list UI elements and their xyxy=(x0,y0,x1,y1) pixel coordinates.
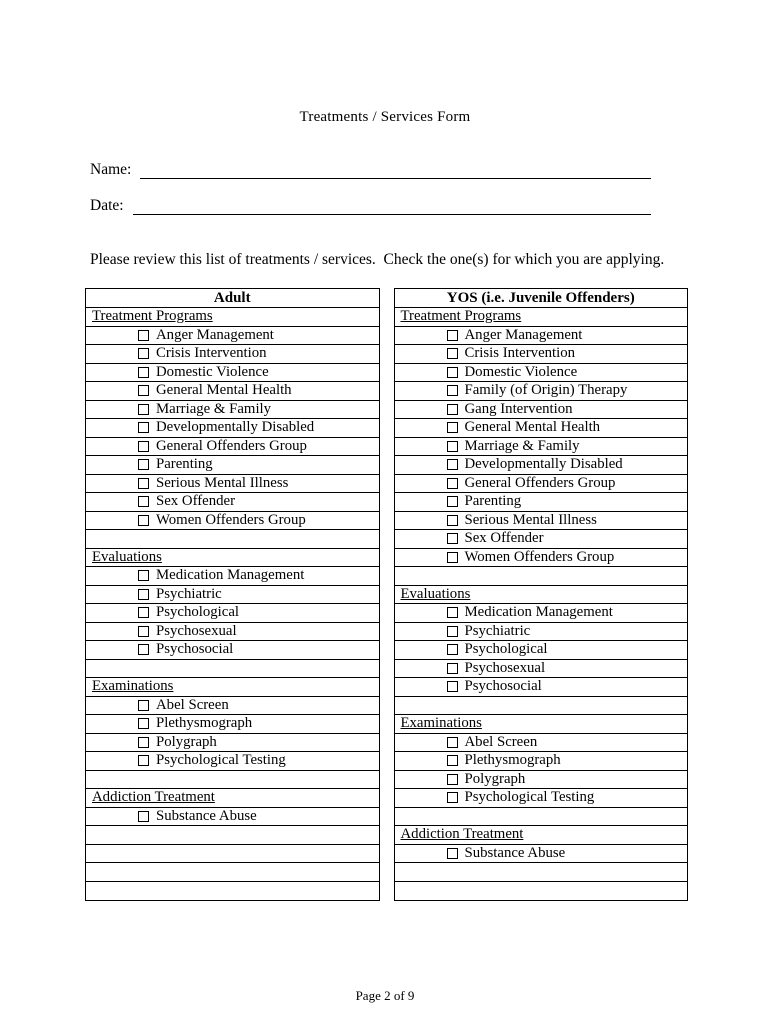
checkbox-label: General Mental Health xyxy=(464,419,601,436)
checkbox-row[interactable] xyxy=(86,456,379,475)
checkbox-label: Psychosexual xyxy=(156,622,237,639)
checkbox-label: General Offenders Group xyxy=(464,474,616,491)
checkbox-label: Plethysmograph xyxy=(464,752,561,769)
empty-row xyxy=(86,660,379,679)
checkbox-row[interactable] xyxy=(395,419,688,438)
checkbox-icon[interactable] xyxy=(447,681,458,692)
section-row xyxy=(395,826,688,845)
empty-row xyxy=(86,826,379,845)
checkbox-icon[interactable] xyxy=(138,718,149,729)
section-label: Treatment Programs xyxy=(400,308,522,325)
checkbox-label: Psychological Testing xyxy=(464,789,595,806)
checkbox-label: Medication Management xyxy=(464,604,613,621)
checkbox-label: Anger Management xyxy=(464,326,583,343)
checkbox-icon[interactable] xyxy=(447,478,458,489)
checkbox-label: Serious Mental Illness xyxy=(156,474,289,491)
checkbox-icon[interactable] xyxy=(447,848,458,859)
checkbox-row[interactable] xyxy=(86,438,379,457)
checkbox-row[interactable] xyxy=(395,327,688,346)
section-label: Evaluations xyxy=(400,585,471,602)
empty-row xyxy=(395,697,688,716)
checkbox-icon[interactable] xyxy=(138,330,149,341)
checkbox-row[interactable] xyxy=(86,752,379,771)
checkbox-label: Developmentally Disabled xyxy=(156,419,315,436)
checkbox-row[interactable] xyxy=(395,752,688,771)
checkbox-icon[interactable] xyxy=(447,441,458,452)
checkbox-label: Family (of Origin) Therapy xyxy=(464,382,628,399)
checkbox-row[interactable] xyxy=(86,567,379,586)
checkbox-row[interactable] xyxy=(86,382,379,401)
column-adult xyxy=(85,288,380,901)
checkbox-icon[interactable] xyxy=(138,385,149,396)
checkbox-label: Psychiatric xyxy=(156,585,222,602)
checkbox-row[interactable] xyxy=(395,660,688,679)
checkbox-label: Psychiatric xyxy=(464,622,531,639)
empty-row xyxy=(395,808,688,827)
checkbox-label: Psychological xyxy=(156,604,240,621)
checkbox-row[interactable] xyxy=(395,623,688,642)
checkbox-row[interactable] xyxy=(86,475,379,494)
checkbox-label: Crisis Intervention xyxy=(156,345,267,362)
checkbox-label: Psychological Testing xyxy=(156,752,286,769)
section-row xyxy=(86,549,379,568)
checkbox-icon[interactable] xyxy=(138,755,149,766)
checkbox-icon[interactable] xyxy=(447,348,458,359)
section-row xyxy=(395,715,688,734)
checkbox-icon[interactable] xyxy=(138,404,149,415)
checkbox-row[interactable] xyxy=(395,845,688,864)
section-row xyxy=(86,308,379,327)
checkbox-icon[interactable] xyxy=(447,663,458,674)
checkbox-label: Parenting xyxy=(156,456,213,473)
checkbox-label: Substance Abuse xyxy=(464,844,566,861)
checkbox-icon[interactable] xyxy=(447,626,458,637)
checkbox-row[interactable] xyxy=(86,715,379,734)
checkbox-row[interactable] xyxy=(395,678,688,697)
date-field-row xyxy=(90,196,651,215)
empty-row xyxy=(86,845,379,864)
checkbox-label: Anger Management xyxy=(156,326,274,343)
column-header: Adult xyxy=(86,289,379,308)
checkbox-row[interactable] xyxy=(86,734,379,753)
empty-row xyxy=(395,863,688,882)
empty-row xyxy=(395,567,688,586)
checkbox-icon[interactable] xyxy=(447,404,458,415)
checkbox-row[interactable] xyxy=(395,641,688,660)
checkbox-icon[interactable] xyxy=(138,570,149,581)
checkbox-icon[interactable] xyxy=(447,607,458,618)
checkbox-label: Plethysmograph xyxy=(156,715,253,732)
checkbox-label: Domestic Violence xyxy=(156,363,269,380)
checkbox-label: Women Offenders Group xyxy=(156,511,306,528)
checkbox-row[interactable] xyxy=(86,697,379,716)
checkbox-icon[interactable] xyxy=(447,552,458,563)
checkbox-label: General Offenders Group xyxy=(156,437,307,454)
checkbox-icon[interactable] xyxy=(138,348,149,359)
checkbox-icon[interactable] xyxy=(138,607,149,618)
checkbox-icon[interactable] xyxy=(138,811,149,822)
checkbox-row[interactable] xyxy=(395,530,688,549)
checkbox-label: Abel Screen xyxy=(156,696,229,713)
checkbox-icon[interactable] xyxy=(447,737,458,748)
empty-row xyxy=(86,863,379,882)
checkbox-row[interactable] xyxy=(86,623,379,642)
empty-row xyxy=(86,882,379,901)
checkbox-label: Marriage & Family xyxy=(464,437,580,454)
name-input-line[interactable] xyxy=(140,160,651,179)
empty-row xyxy=(86,771,379,790)
checkbox-label: Domestic Violence xyxy=(464,363,578,380)
section-row xyxy=(86,678,379,697)
checkbox-icon[interactable] xyxy=(447,330,458,341)
checkbox-row[interactable] xyxy=(395,345,688,364)
checkbox-label: Gang Intervention xyxy=(464,400,573,417)
checkbox-icon[interactable] xyxy=(447,792,458,803)
checkbox-row[interactable] xyxy=(86,808,379,827)
checkbox-row[interactable] xyxy=(86,512,379,531)
checkbox-icon[interactable] xyxy=(447,367,458,378)
column-yos xyxy=(394,288,689,901)
checkbox-row[interactable] xyxy=(395,789,688,808)
checkbox-label: Women Offenders Group xyxy=(464,548,615,565)
section-label: Examinations xyxy=(92,678,174,695)
checkbox-icon[interactable] xyxy=(138,459,149,470)
checkbox-row[interactable] xyxy=(86,641,379,660)
checkbox-row[interactable] xyxy=(395,401,688,420)
page-title: Treatments / Services Form xyxy=(299,109,471,125)
checkbox-icon[interactable] xyxy=(447,422,458,433)
checkbox-label: Psychosocial xyxy=(156,641,234,658)
checkbox-icon[interactable] xyxy=(447,496,458,507)
checkbox-row[interactable] xyxy=(86,345,379,364)
column-header: YOS (i.e. Juvenile Offenders) xyxy=(395,289,688,308)
checkbox-row[interactable] xyxy=(86,604,379,623)
checkbox-row[interactable] xyxy=(395,493,688,512)
checkbox-row[interactable] xyxy=(86,364,379,383)
checkbox-row[interactable] xyxy=(395,549,688,568)
checkbox-row[interactable] xyxy=(395,771,688,790)
services-table xyxy=(85,288,688,901)
checkbox-label: General Mental Health xyxy=(156,382,292,399)
checkbox-label: Serious Mental Illness xyxy=(464,511,597,528)
section-row xyxy=(86,789,379,808)
checkbox-row[interactable] xyxy=(395,475,688,494)
date-input-line[interactable] xyxy=(133,196,651,215)
checkbox-row[interactable] xyxy=(395,438,688,457)
checkbox-row[interactable] xyxy=(395,456,688,475)
checkbox-label: Medication Management xyxy=(156,567,305,584)
checkbox-icon[interactable] xyxy=(138,496,149,507)
checkbox-icon[interactable] xyxy=(447,755,458,766)
checkbox-label: Psychological xyxy=(464,641,548,658)
checkbox-icon[interactable] xyxy=(138,700,149,711)
checkbox-icon[interactable] xyxy=(138,626,149,637)
checkbox-label: Parenting xyxy=(464,493,522,510)
checkbox-icon[interactable] xyxy=(138,367,149,378)
checkbox-label: Abel Screen xyxy=(464,733,538,750)
checkbox-icon[interactable] xyxy=(447,533,458,544)
name-field-row xyxy=(90,160,651,179)
checkbox-label: Crisis Intervention xyxy=(464,345,576,362)
checkbox-row[interactable] xyxy=(395,604,688,623)
section-label: Addiction Treatment xyxy=(400,826,524,843)
empty-row xyxy=(395,882,688,901)
name-label: Name: xyxy=(90,161,132,178)
checkbox-icon[interactable] xyxy=(138,441,149,452)
date-label: Date: xyxy=(90,197,124,214)
checkbox-icon[interactable] xyxy=(138,644,149,655)
checkbox-icon[interactable] xyxy=(447,644,458,655)
checkbox-icon[interactable] xyxy=(447,515,458,526)
checkbox-row[interactable] xyxy=(395,734,688,753)
checkbox-row[interactable] xyxy=(86,586,379,605)
checkbox-row[interactable] xyxy=(86,401,379,420)
checkbox-row[interactable] xyxy=(395,512,688,531)
section-row xyxy=(395,586,688,605)
empty-row xyxy=(86,530,379,549)
checkbox-label: Sex Offender xyxy=(464,530,544,547)
checkbox-row[interactable] xyxy=(86,493,379,512)
checkbox-row[interactable] xyxy=(86,327,379,346)
checkbox-label: Psychosocial xyxy=(464,678,542,695)
checkbox-label: Sex Offender xyxy=(156,493,236,510)
section-label: Evaluations xyxy=(92,548,162,565)
checkbox-icon[interactable] xyxy=(138,589,149,600)
checkbox-label: Substance Abuse xyxy=(156,807,257,824)
checkbox-icon[interactable] xyxy=(138,737,149,748)
checkbox-label: Polygraph xyxy=(156,733,217,750)
checkbox-label: Marriage & Family xyxy=(156,400,272,417)
instruction-text: Please review this list of treatments / services. Check the one(s) for which you are applying. xyxy=(90,251,665,268)
checkbox-label: Psychosexual xyxy=(464,659,546,676)
section-label: Examinations xyxy=(400,715,482,732)
checkbox-label: Polygraph xyxy=(464,770,526,787)
checkbox-row[interactable] xyxy=(395,382,688,401)
checkbox-icon[interactable] xyxy=(447,774,458,785)
checkbox-icon[interactable] xyxy=(447,385,458,396)
checkbox-icon[interactable] xyxy=(447,459,458,470)
checkbox-icon[interactable] xyxy=(138,478,149,489)
checkbox-label: Developmentally Disabled xyxy=(464,456,623,473)
checkbox-icon[interactable] xyxy=(138,422,149,433)
checkbox-row[interactable] xyxy=(86,419,379,438)
section-label: Addiction Treatment xyxy=(92,789,215,806)
section-row xyxy=(395,308,688,327)
checkbox-row[interactable] xyxy=(395,364,688,383)
page-number: Page 2 of 9 xyxy=(355,988,415,1003)
checkbox-icon[interactable] xyxy=(138,515,149,526)
section-label: Treatment Programs xyxy=(92,308,213,325)
